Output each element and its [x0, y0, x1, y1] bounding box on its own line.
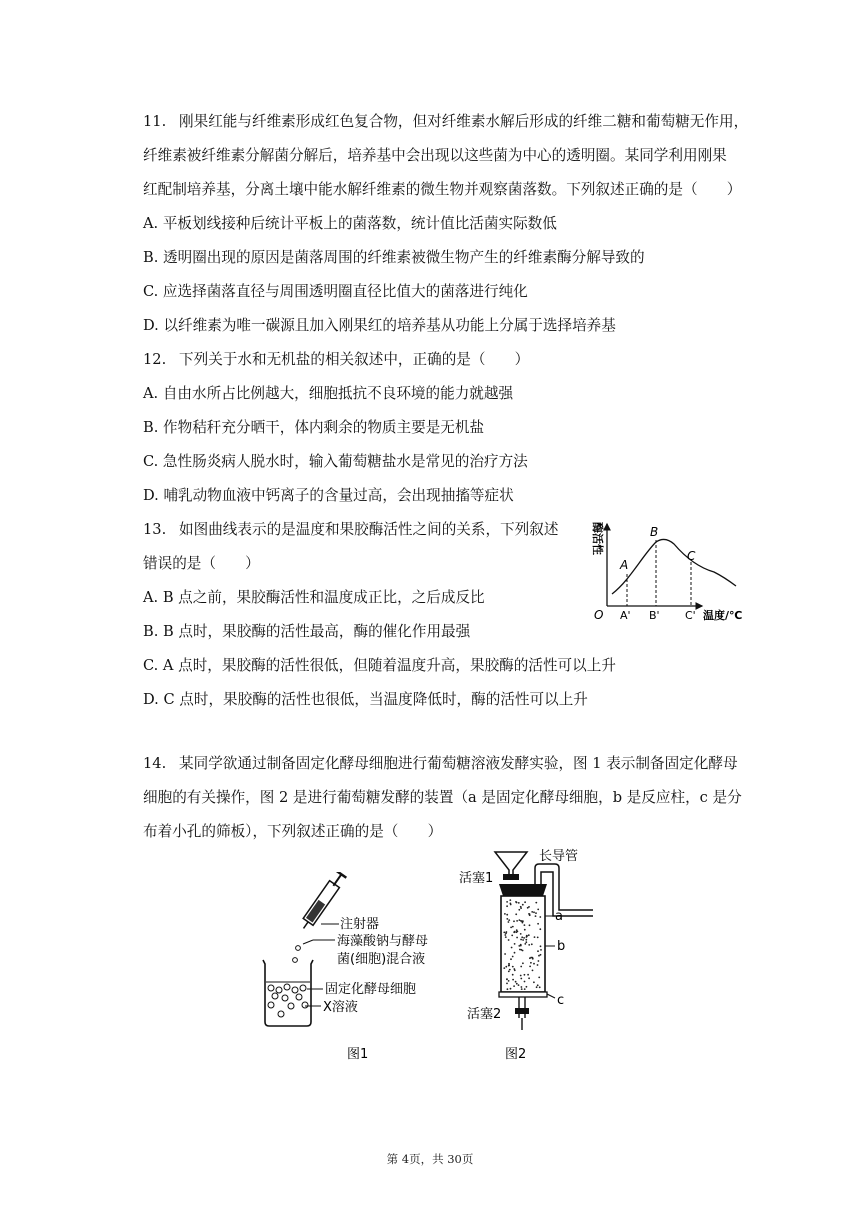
point-c-label: C	[687, 549, 696, 563]
yeast-bead	[508, 939, 510, 941]
q13-option-a: A. B 点之前，果胶酶活性和温度成正比，之后成反比	[143, 589, 485, 606]
q12-option-c: C. 急性肠炎病人脱水时，输入葡萄糖盐水是常见的治疗方法	[143, 453, 528, 470]
yeast-bead	[524, 901, 526, 903]
tick-c-prime: C'	[685, 609, 696, 622]
yeast-bead	[534, 936, 536, 938]
yeast-bead	[508, 980, 510, 982]
q13-option-b: B. B 点时，果胶酶的活性最高，酶的催化作用最强	[143, 623, 471, 640]
yeast-bead	[512, 956, 514, 958]
yeast-bead	[518, 909, 520, 911]
figure-2-caption: 图2	[505, 1047, 527, 1062]
q11-line-2: 纤维素被纤维素分解菌分解后，培养基中会出现以这些菌为中心的透明圈。某同学利用刚果	[143, 147, 727, 164]
yeast-bead	[510, 927, 512, 929]
yeast-bead	[518, 902, 520, 904]
yeast-bead	[518, 945, 520, 947]
yeast-bead	[506, 978, 508, 980]
q11-option-a: A. 平板划线接种后统计平板上的菌落数，统计值比活菌实际数低	[143, 215, 557, 232]
q11-line-3: 红配制培养基，分离土壤中能水解纤维素的微生物并观察菌落数。下列叙述正确的是（ ）	[143, 181, 742, 198]
y-axis-label: 酶活性	[591, 522, 604, 555]
label-b: b	[557, 939, 566, 954]
yeast-bead	[512, 926, 514, 928]
q12-stem: 下列关于水和无机盐的相关叙述中，正确的是（ ）	[179, 351, 530, 368]
yeast-bead	[503, 932, 505, 934]
figure-1	[255, 872, 465, 1072]
yeast-bead	[524, 943, 526, 945]
q12-line-1	[143, 350, 529, 370]
q12-option-b: B. 作物秸秆充分晒干，体内剩余的物质主要是无机盐	[143, 419, 485, 436]
label-a: a	[555, 909, 563, 924]
yeast-bead	[514, 952, 516, 954]
yeast-bead	[537, 909, 539, 911]
yeast-bead	[504, 953, 506, 955]
page-footer: 第 4页，共 30页	[386, 1152, 474, 1166]
yeast-bead	[510, 988, 512, 990]
yeast-bead	[506, 914, 508, 916]
figure-2	[455, 846, 615, 1072]
yeast-bead	[520, 939, 522, 941]
yeast-bead	[516, 920, 518, 922]
yeast-bead	[512, 966, 514, 968]
yeast-bead	[511, 935, 513, 937]
yeast-bead	[515, 931, 517, 933]
yeast-bead	[538, 960, 540, 962]
yeast-bead	[506, 983, 508, 985]
q11-option-c: C. 应选择菌落直径与周围透明圈直径比值大的菌落进行纯化	[143, 283, 528, 300]
yeast-bead	[516, 929, 518, 931]
q14-number: 14.	[143, 755, 167, 772]
yeast-bead	[528, 944, 530, 946]
yeast-bead	[539, 986, 541, 988]
yeast-bead	[511, 947, 513, 949]
point-a-label: A	[620, 558, 629, 572]
yeast-bead	[521, 936, 523, 938]
label-mixture-2: 菌(细胞)混合液	[337, 952, 426, 967]
yeast-bead	[510, 903, 512, 905]
yeast-bead	[530, 957, 532, 959]
yeast-bead	[520, 949, 522, 951]
label-valve-1: 活塞1	[459, 871, 494, 886]
sieve-plate	[499, 992, 547, 997]
yeast-bead	[521, 986, 523, 988]
yeast-bead	[524, 924, 526, 926]
q14-line-3: 布着小孔的筛板），下列叙述正确的是（ ）	[143, 823, 443, 840]
yeast-bead	[506, 918, 508, 920]
yeast-bead	[536, 986, 538, 988]
yeast-bead	[531, 943, 533, 945]
yeast-bead	[537, 937, 539, 939]
yeast-bead	[527, 907, 529, 909]
q13-line-2: 错误的是（ ）	[143, 555, 260, 572]
q11-line-1	[143, 112, 748, 132]
yeast-bead	[532, 970, 534, 972]
yeast-bead	[509, 899, 511, 901]
yeast-bead	[524, 981, 526, 983]
valve-1-icon	[503, 874, 519, 880]
yeast-bead	[522, 904, 524, 906]
yeast-bead	[535, 915, 537, 917]
yeast-bead	[540, 945, 542, 947]
yeast-bead	[526, 986, 528, 988]
tick-b-prime: B'	[649, 609, 660, 622]
yeast-bead	[523, 937, 525, 939]
q13-option-c: C. A 点时，果胶酶的活性很低，但随着温度升高，果胶酶的活性可以上升	[143, 657, 616, 674]
q11-option-b: B. 透明圈出现的原因是菌落周围的纤维素被微生物产生的纤维素酶分解导致的	[143, 249, 645, 266]
yeast-bead	[529, 924, 531, 926]
yeast-bead	[524, 929, 526, 931]
yeast-bead	[510, 958, 512, 960]
yeast-bead	[506, 901, 508, 903]
yeast-bead	[520, 944, 522, 946]
yeast-bead	[525, 939, 527, 941]
droplet	[293, 958, 298, 963]
yeast-bead	[504, 934, 506, 936]
label-immobilized-cells: 固定化酵母细胞	[325, 982, 417, 997]
label-mixture-1: 海藻酸钠与酵母	[337, 934, 429, 949]
yeast-bead	[516, 937, 518, 939]
yeast-bead	[540, 949, 542, 951]
yeast-bead	[522, 939, 524, 941]
q12-option-a: A. 自由水所占比例越大，细胞抵抗不良环境的能力就越强	[143, 385, 514, 402]
label-long-tube: 长导管	[539, 849, 579, 864]
yeast-bead	[508, 963, 510, 965]
yeast-bead	[540, 954, 542, 956]
yeast-bead	[509, 969, 511, 971]
yeast-bead	[520, 975, 522, 977]
yeast-bead	[503, 967, 505, 969]
label-c: c	[557, 993, 565, 1008]
yeast-bead	[527, 974, 529, 976]
yeast-bead	[512, 979, 514, 981]
yeast-bead	[515, 981, 517, 983]
yeast-bead	[537, 923, 539, 925]
yeast-bead	[526, 935, 528, 937]
yeast-bead	[508, 919, 510, 921]
yeast-bead	[537, 950, 539, 952]
yeast-bead	[519, 919, 521, 921]
yeast-bead	[505, 966, 507, 968]
label-valve-2: 活塞2	[467, 1007, 502, 1022]
yeast-bead	[518, 984, 520, 986]
yeast-bead	[520, 966, 522, 968]
beads	[268, 984, 308, 1017]
q11-number: 11.	[143, 113, 167, 130]
yeast-bead	[513, 985, 515, 987]
yeast-bead	[505, 936, 507, 938]
yeast-bead	[513, 920, 515, 922]
x-axis-label: 温度/℃	[703, 609, 743, 622]
yeast-bead	[530, 962, 532, 964]
yeast-bead	[528, 934, 530, 936]
stopper	[499, 884, 547, 896]
beaker-icon	[263, 960, 313, 1026]
yeast-bead	[522, 962, 524, 964]
q14-line-1	[143, 754, 738, 774]
q14-stem-1: 某同学欲通过制备固定化酵母细胞进行葡萄糖溶液发酵实验，图 1 表示制备固定化酵母	[179, 755, 738, 772]
yeast-bead	[537, 984, 539, 986]
yeast-bead	[514, 931, 516, 933]
q12-number: 12.	[143, 351, 167, 368]
yeast-bead	[529, 914, 531, 916]
yeast-bead	[515, 913, 517, 915]
yeast-bead	[513, 968, 515, 970]
yeast-bead	[506, 905, 508, 907]
yeast-bead	[512, 974, 514, 976]
enzyme-activity-graph	[590, 516, 760, 624]
yeast-bead	[507, 988, 509, 990]
label-x-solution: X溶液	[323, 1000, 358, 1015]
yeast-bead	[520, 906, 522, 908]
yeast-bead	[533, 911, 535, 913]
yeast-bead	[538, 955, 540, 957]
droplet	[296, 946, 301, 951]
yeast-bead	[514, 943, 516, 945]
origin-label: O	[594, 608, 604, 622]
yeast-bead	[535, 902, 537, 904]
yeast-bead	[522, 922, 524, 924]
yeast-bead	[524, 974, 526, 976]
figure-1-caption: 图1	[347, 1047, 369, 1062]
q11-stem-1: 刚果红能与纤维素形成红色复合物，但对纤维素水解后形成的纤维二糖和葡萄糖无作用，	[179, 113, 749, 130]
q13-line-1	[143, 520, 558, 540]
yeast-bead	[508, 971, 510, 973]
point-b-label: B	[650, 525, 659, 539]
valve-2-icon	[515, 1008, 529, 1014]
yeast-bead	[520, 933, 522, 935]
label-syringe: 注射器	[340, 917, 380, 932]
q12-option-d: D. 哺乳动物血液中钙离子的含量过高，会出现抽搐等症状	[143, 487, 514, 504]
yeast-bead	[520, 978, 522, 980]
yeast-bead	[531, 911, 533, 913]
yeast-bead	[505, 932, 507, 934]
yeast-bead	[516, 983, 518, 985]
yeast-bead	[535, 912, 537, 914]
yeast-bead	[533, 963, 535, 965]
yeast-bead	[538, 977, 540, 979]
yeast-bead	[539, 916, 541, 918]
yeast-bead	[508, 921, 510, 923]
q13-option-d: D. C 点时，果胶酶的活性也很低，当温度降低时，酶的活性可以上升	[143, 691, 588, 708]
q13-stem-1: 如图曲线表示的是温度和果胶酶活性之间的关系，下列叙述	[179, 521, 559, 538]
activity-curve	[612, 539, 736, 594]
q14-line-2: 细胞的有关操作，图 2 是进行葡萄糖发酵的装置（a 是固定化酵母细胞，b 是反应柱，c 是分	[143, 789, 742, 806]
yeast-bead	[533, 981, 535, 983]
yeast-bead	[521, 988, 523, 990]
q13-number: 13.	[143, 521, 167, 538]
yeast-bead	[537, 964, 539, 966]
yeast-bead	[528, 977, 530, 979]
leader-line	[547, 994, 555, 998]
outlet-tube	[519, 997, 525, 1018]
yeast-bead	[524, 988, 526, 990]
yeast-bead	[539, 928, 541, 930]
yeast-bead	[525, 941, 527, 943]
leader-line	[303, 940, 313, 944]
yeast-bead	[529, 966, 531, 968]
yeast-bead	[504, 913, 506, 915]
tick-a-prime: A'	[620, 609, 631, 622]
q11-option-d: D. 以纤维素为唯一碳源且加入刚果红的培养基从功能上分属于选择培养基	[143, 317, 616, 334]
yeast-bead	[516, 902, 518, 904]
